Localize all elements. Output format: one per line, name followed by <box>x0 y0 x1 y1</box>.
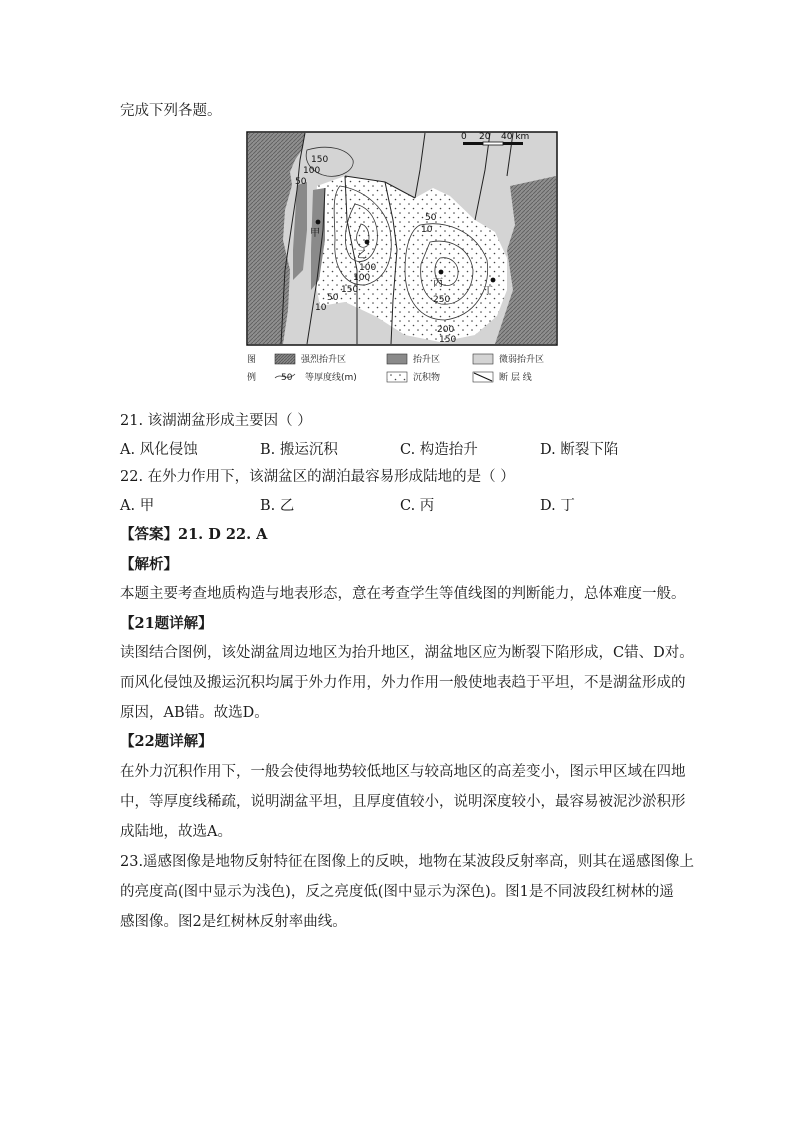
contour-label: 100 <box>353 273 371 283</box>
legend-uplift-label: 抬升区 <box>413 355 441 365</box>
q21-stem: 21. 该湖湖盆形成主要因（ ） <box>120 413 312 429</box>
contour-label: 100 <box>359 263 377 273</box>
legend-head-2: 例 <box>247 373 257 383</box>
contour-label: 50 <box>425 213 437 223</box>
answer-line: 【答案】21. D 22. A <box>120 526 268 543</box>
d22-line: 成陆地，故选A。 <box>120 824 232 840</box>
place-jia-label: 甲 <box>310 228 320 239</box>
legend-strong-label: 强烈抬升区 <box>301 355 347 365</box>
legend-weak-label: 微弱抬升区 <box>499 355 545 365</box>
legend-isopach-label: 等厚度线(m) <box>305 373 357 383</box>
d21-line: 原因，AB错。故选D。 <box>120 705 269 721</box>
q21-option-a: A. 风化侵蚀 <box>120 442 198 458</box>
legend-sediment-swatch <box>387 372 407 382</box>
q22-option-a: A. 甲 <box>120 498 155 514</box>
q22-stem: 22. 在外力作用下，该湖盆区的湖泊最容易形成陆地的是（ ） <box>120 469 515 485</box>
contour-label: 150 <box>341 285 359 295</box>
intro-text: 完成下列各题。 <box>120 103 222 119</box>
d22-heading: 【22题详解】 <box>120 733 213 750</box>
contour-label: 150 <box>439 335 457 345</box>
legend-sediment-label: 沉积物 <box>413 373 441 383</box>
contour-label: 150 <box>311 155 329 165</box>
map-legend <box>247 353 544 383</box>
q21-option-c: C. 构造抬升 <box>400 442 478 458</box>
legend-fault-label: 断 层 线 <box>499 373 532 383</box>
geology-map-figure <box>245 130 561 390</box>
analysis-heading: 【解析】 <box>120 556 178 573</box>
legend-uplift-swatch <box>387 354 407 364</box>
contour-label: 50 <box>295 177 307 187</box>
place-ding-label: 丁 <box>483 286 493 297</box>
q23-line: 感图像。图2是红树林反射率曲线。 <box>120 914 347 930</box>
contour-label: 50 <box>327 293 339 303</box>
contour-label: 10 <box>421 225 433 235</box>
d21-heading: 【21题详解】 <box>120 615 213 632</box>
q23-line: 23.遥感图像是地物反射特征在图像上的反映，地物在某波段反射率高，则其在遥感图像上 <box>120 854 695 870</box>
legend-isopach-sample: 50 <box>281 373 293 383</box>
scale-label: 20 <box>479 132 491 142</box>
legend-head-1: 图 <box>247 355 257 365</box>
contour-label: 250 <box>433 295 451 305</box>
analysis-text: 本题主要考查地质构造与地表形态，意在考查学生等值线图的判断能力，总体难度一般。 <box>120 586 686 602</box>
contour-label: 100 <box>303 166 321 176</box>
q23-line: 的亮度高(图中显示为浅色)，反之亮度低(图中显示为深色)。图1是不同波段红树林的遥 <box>120 884 674 900</box>
scale-label: 0 <box>461 132 467 142</box>
q22-option-c: C. 丙 <box>400 498 435 514</box>
legend-strong-swatch <box>275 354 295 364</box>
legend-weak-swatch <box>473 354 493 364</box>
place-yi-label: 乙 <box>357 250 367 261</box>
contour-label: 200 <box>437 325 455 335</box>
q22-option-b: B. 乙 <box>260 498 295 514</box>
q22-option-d: D. 丁 <box>540 498 575 514</box>
map-panel <box>247 132 557 345</box>
d21-line: 而风化侵蚀及搬运沉积均属于外力作用，外力作用一般使地表趋于平坦，不是湖盆形成的 <box>120 675 686 691</box>
scale-label: 40 km <box>501 132 530 142</box>
contour-label: 10 <box>315 303 327 313</box>
d21-line: 读图结合图例，该处湖盆周边地区为抬升地区，湖盆地区应为断裂下陷形成，C错、D对。 <box>120 645 694 661</box>
d22-line: 中，等厚度线稀疏，说明湖盆平坦，且厚度值较小，说明深度较小，最容易被泥沙淤积形 <box>120 794 686 810</box>
q21-option-d: D. 断裂下陷 <box>540 442 619 458</box>
q21-option-b: B. 搬运沉积 <box>260 442 338 458</box>
place-bing-label: 丙 <box>433 278 443 289</box>
d22-line: 在外力沉积作用下，一般会使得地势较低地区与较高地区的高差变小，图示甲区域在四地 <box>120 764 686 780</box>
